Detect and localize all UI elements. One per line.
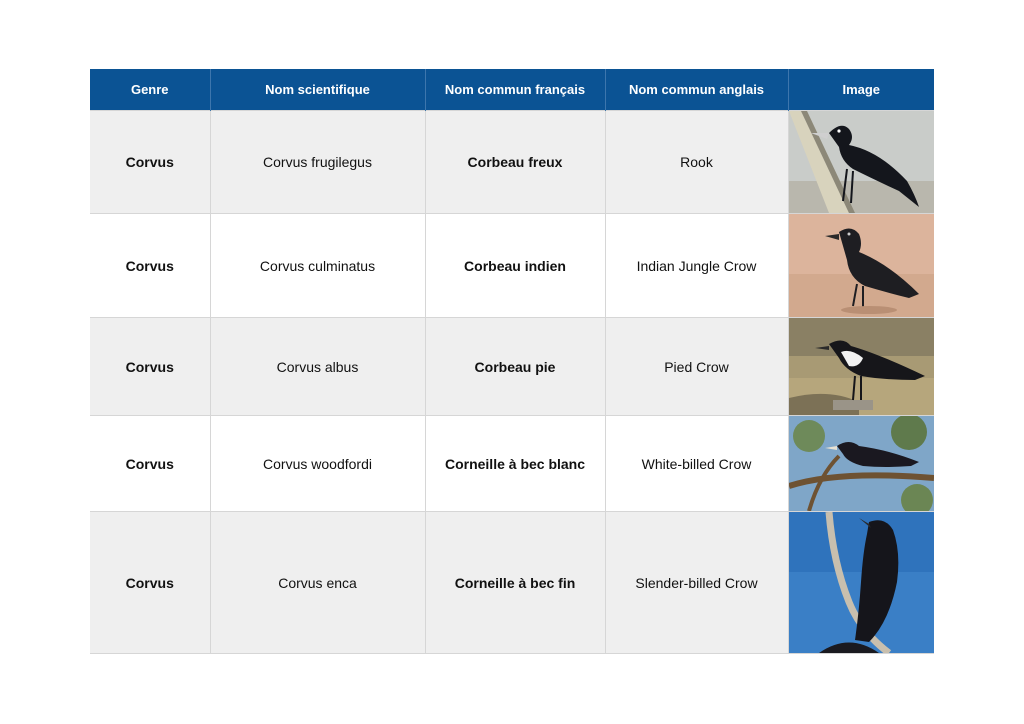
cell-scientific-name: Corvus culminatus [210,214,425,318]
cell-genre: Corvus [90,111,210,214]
header-scientific-name: Nom scientifique [210,69,425,111]
white-billed-crow-photo [789,416,934,511]
cell-image [788,111,934,214]
header-genre: Genre [90,69,210,111]
indian-jungle-crow-photo [789,214,934,317]
table-header-row [90,69,934,111]
cell-english-name: White-billed Crow [605,416,788,512]
table-row [90,111,934,214]
cell-french-name: Corneille à bec blanc [425,416,605,512]
header-english-name: Nom commun anglais [605,69,788,111]
cell-english-name: Indian Jungle Crow [605,214,788,318]
table-row [90,214,934,318]
slender-billed-crow-photo [789,512,934,653]
table-row [90,416,934,512]
cell-french-name: Corbeau freux [425,111,605,214]
cell-scientific-name: Corvus frugilegus [210,111,425,214]
cell-french-name: Corbeau pie [425,318,605,416]
cell-genre: Corvus [90,512,210,654]
cell-genre: Corvus [90,318,210,416]
cell-image [788,416,934,512]
cell-english-name: Rook [605,111,788,214]
cell-image [788,214,934,318]
table-row [90,318,934,416]
header-image: Image [788,69,934,111]
cell-image [788,512,934,654]
pied-crow-photo [789,318,934,415]
cell-english-name: Slender-billed Crow [605,512,788,654]
cell-english-name: Pied Crow [605,318,788,416]
rook-photo [789,111,934,213]
cell-scientific-name: Corvus woodfordi [210,416,425,512]
header-french-name: Nom commun français [425,69,605,111]
cell-french-name: Corneille à bec fin [425,512,605,654]
cell-genre: Corvus [90,416,210,512]
cell-scientific-name: Corvus enca [210,512,425,654]
table-row [90,512,934,654]
species-table [90,69,934,654]
cell-genre: Corvus [90,214,210,318]
cell-image [788,318,934,416]
cell-french-name: Corbeau indien [425,214,605,318]
cell-scientific-name: Corvus albus [210,318,425,416]
